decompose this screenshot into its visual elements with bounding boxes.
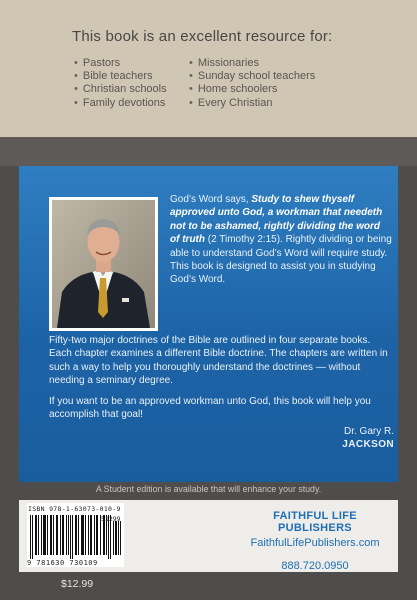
- doctrines-paragraph: Fifty-two major doctrines of the Bible are outlined in four separate books. Each chapter examines a different Bible doctrine. The chapters are written in such a way to help you thoroughly understand the doctrines — without needing a seminary degree.: [49, 335, 388, 387]
- author-photo: [49, 197, 158, 331]
- isbn-label: ISBN 978-1-63073-010-9: [28, 505, 121, 513]
- resource-list-left: [74, 57, 167, 110]
- resource-item: • Every Christian: [189, 97, 315, 110]
- scripture-quote: Study to shew thyself approved unto God, a workman that needeth not to be ashamed, rightly dividing the word of truth: [170, 194, 383, 246]
- resource-list-right: [189, 57, 315, 110]
- intro-lead: God’s Word says,: [170, 194, 252, 205]
- barcode-digits: 9 781630 730109: [27, 559, 98, 567]
- publisher-url[interactable]: FaithfulLifePublishers.com: [250, 537, 380, 549]
- author-signature: [312, 425, 394, 451]
- price-label: $12.99: [61, 578, 94, 590]
- barcode-price-code: 51299: [101, 515, 121, 523]
- resource-heading: This book is an excellent resource for:: [72, 28, 333, 45]
- resource-item: • Sunday school teachers: [189, 70, 315, 83]
- intro-rest: (2 Timothy 2:15). Rightly dividing or being able to understand God’s Word will require study. This book is designed to assist you in studying God’s Word.: [170, 234, 392, 286]
- divider-band: [0, 137, 417, 166]
- workman-paragraph: If you want to be an approved workman unto God, this book will help you accomplish that goal!: [49, 396, 371, 421]
- intro-paragraph: [170, 193, 392, 287]
- resource-item: • Christian schools: [74, 83, 167, 96]
- author-last: JACKSON: [342, 439, 394, 450]
- publisher-info: [240, 510, 390, 572]
- publisher-phone: 888.720.0950: [281, 560, 349, 572]
- resource-item: • Bible teachers: [74, 70, 167, 83]
- student-edition-note: A Student edition is available that will enhance your study.: [95, 484, 322, 494]
- resource-item: • Pastors: [74, 57, 167, 70]
- author-first: Dr. Gary R.: [343, 426, 394, 437]
- resource-item: • Home schoolers: [189, 83, 315, 96]
- resource-item: • Missionaries: [189, 57, 315, 70]
- resource-item: • Family devotions: [74, 97, 167, 110]
- publisher-name: FAITHFUL LIFE PUBLISHERS: [273, 510, 357, 534]
